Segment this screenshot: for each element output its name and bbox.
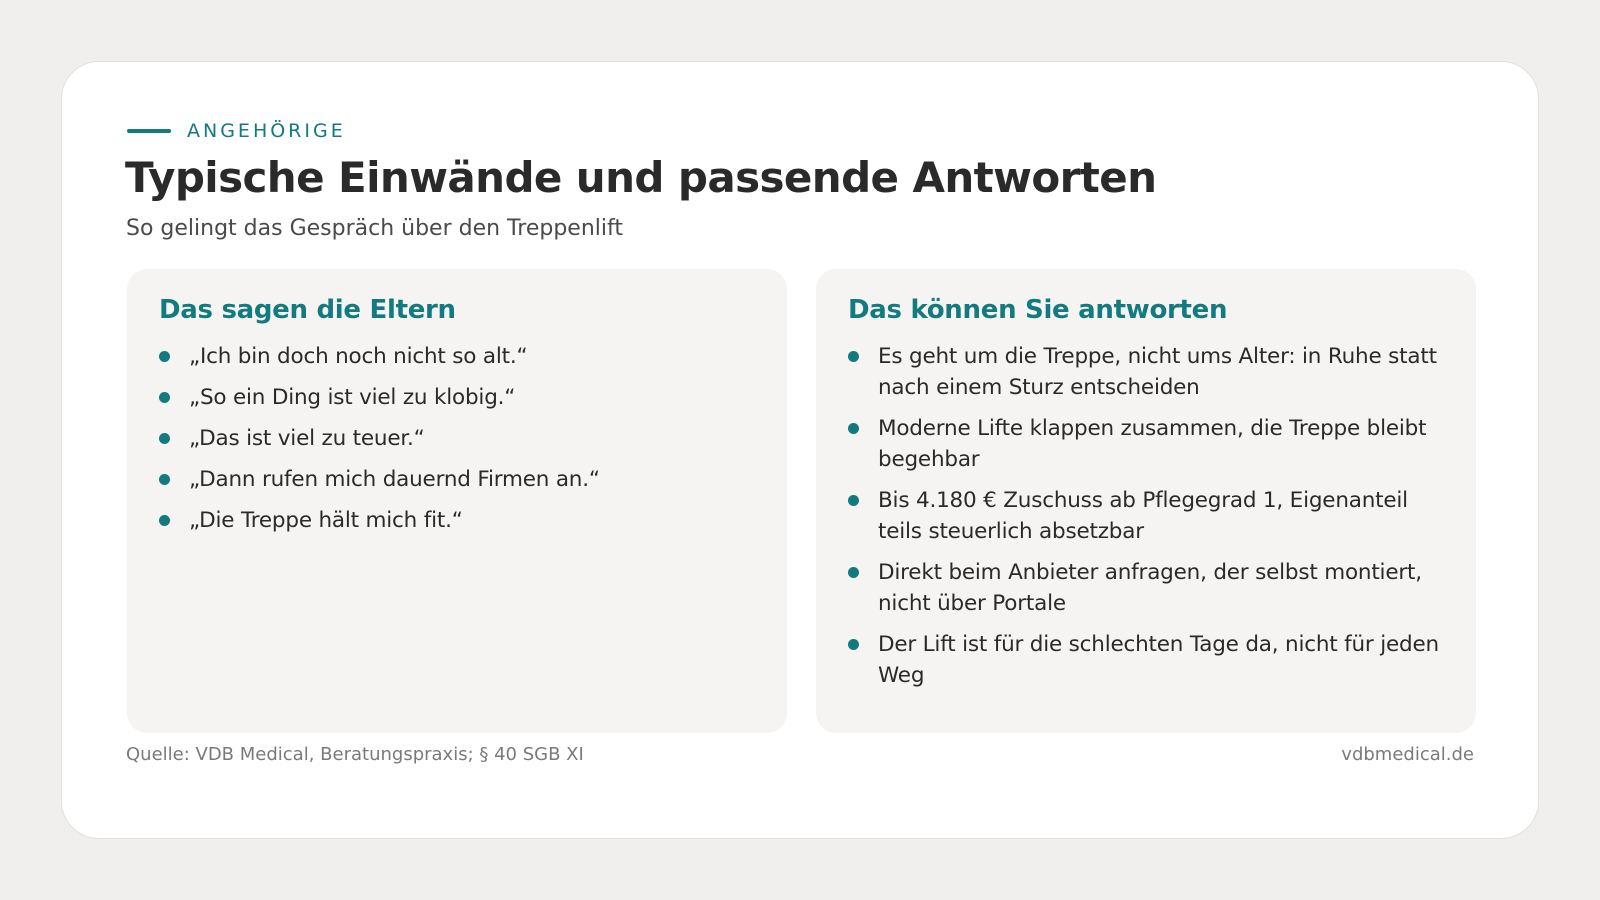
list-item <box>159 464 757 495</box>
source-note: Quelle: VDB Medical, Beratungspraxis; § 40 SGB XI <box>126 744 584 765</box>
bullet-icon <box>848 351 859 362</box>
list-item <box>159 505 757 536</box>
list-item-text: „So ein Ding ist viel zu klobig.“ <box>189 385 516 410</box>
list-item <box>848 341 1446 403</box>
parents-list <box>159 341 757 536</box>
list-item-text: Bis 4.180 € Zuschuss ab Pflegegrad 1, Eigenanteil teils steuerlich absetzbar <box>878 488 1408 544</box>
bullet-icon <box>159 351 170 362</box>
list-item-text: „Das ist viel zu teuer.“ <box>189 426 425 451</box>
list-item <box>848 629 1446 691</box>
bullet-icon <box>848 639 859 650</box>
website-label: vdbmedical.de <box>1341 744 1474 765</box>
page-title: Typische Einwände und passende Antworten <box>125 153 1157 202</box>
page-subtitle: So gelingt das Gespräch über den Treppenlift <box>126 216 623 241</box>
list-item <box>848 557 1446 619</box>
bullet-icon <box>159 515 170 526</box>
list-item-text: Moderne Lifte klappen zusammen, die Treppe bleibt begehbar <box>878 416 1427 472</box>
bullet-icon <box>848 567 859 578</box>
eyebrow-line <box>127 129 171 133</box>
parents-panel-heading: Das sagen die Eltern <box>159 295 456 325</box>
eyebrow-label: ANGEHÖRIGE <box>187 120 346 142</box>
eyebrow <box>127 118 346 144</box>
bullet-icon <box>848 495 859 506</box>
list-item-text: Es geht um die Treppe, nicht ums Alter: in Ruhe statt nach einem Sturz entscheiden <box>878 344 1437 400</box>
bullet-icon <box>159 392 170 403</box>
answers-list <box>848 341 1446 691</box>
list-item <box>159 423 757 454</box>
list-item <box>848 485 1446 547</box>
list-item <box>159 382 757 413</box>
list-item-text: Der Lift ist für die schlechten Tage da, nicht für jeden Weg <box>878 632 1439 688</box>
list-item-text: „Ich bin doch noch nicht so alt.“ <box>189 344 528 369</box>
list-item <box>159 341 757 372</box>
bullet-icon <box>848 423 859 434</box>
bullet-icon <box>159 474 170 485</box>
list-item-text: Direkt beim Anbieter anfragen, der selbst montiert, nicht über Portale <box>878 560 1422 616</box>
answers-panel-heading: Das können Sie antworten <box>848 295 1228 325</box>
list-item <box>848 413 1446 475</box>
answers-panel <box>816 269 1476 733</box>
bullet-icon <box>159 433 170 444</box>
list-item-text: „Die Treppe hält mich fit.“ <box>189 508 463 533</box>
list-item-text: „Dann rufen mich dauernd Firmen an.“ <box>189 467 600 492</box>
parents-panel <box>127 269 787 733</box>
content-card <box>61 61 1539 839</box>
